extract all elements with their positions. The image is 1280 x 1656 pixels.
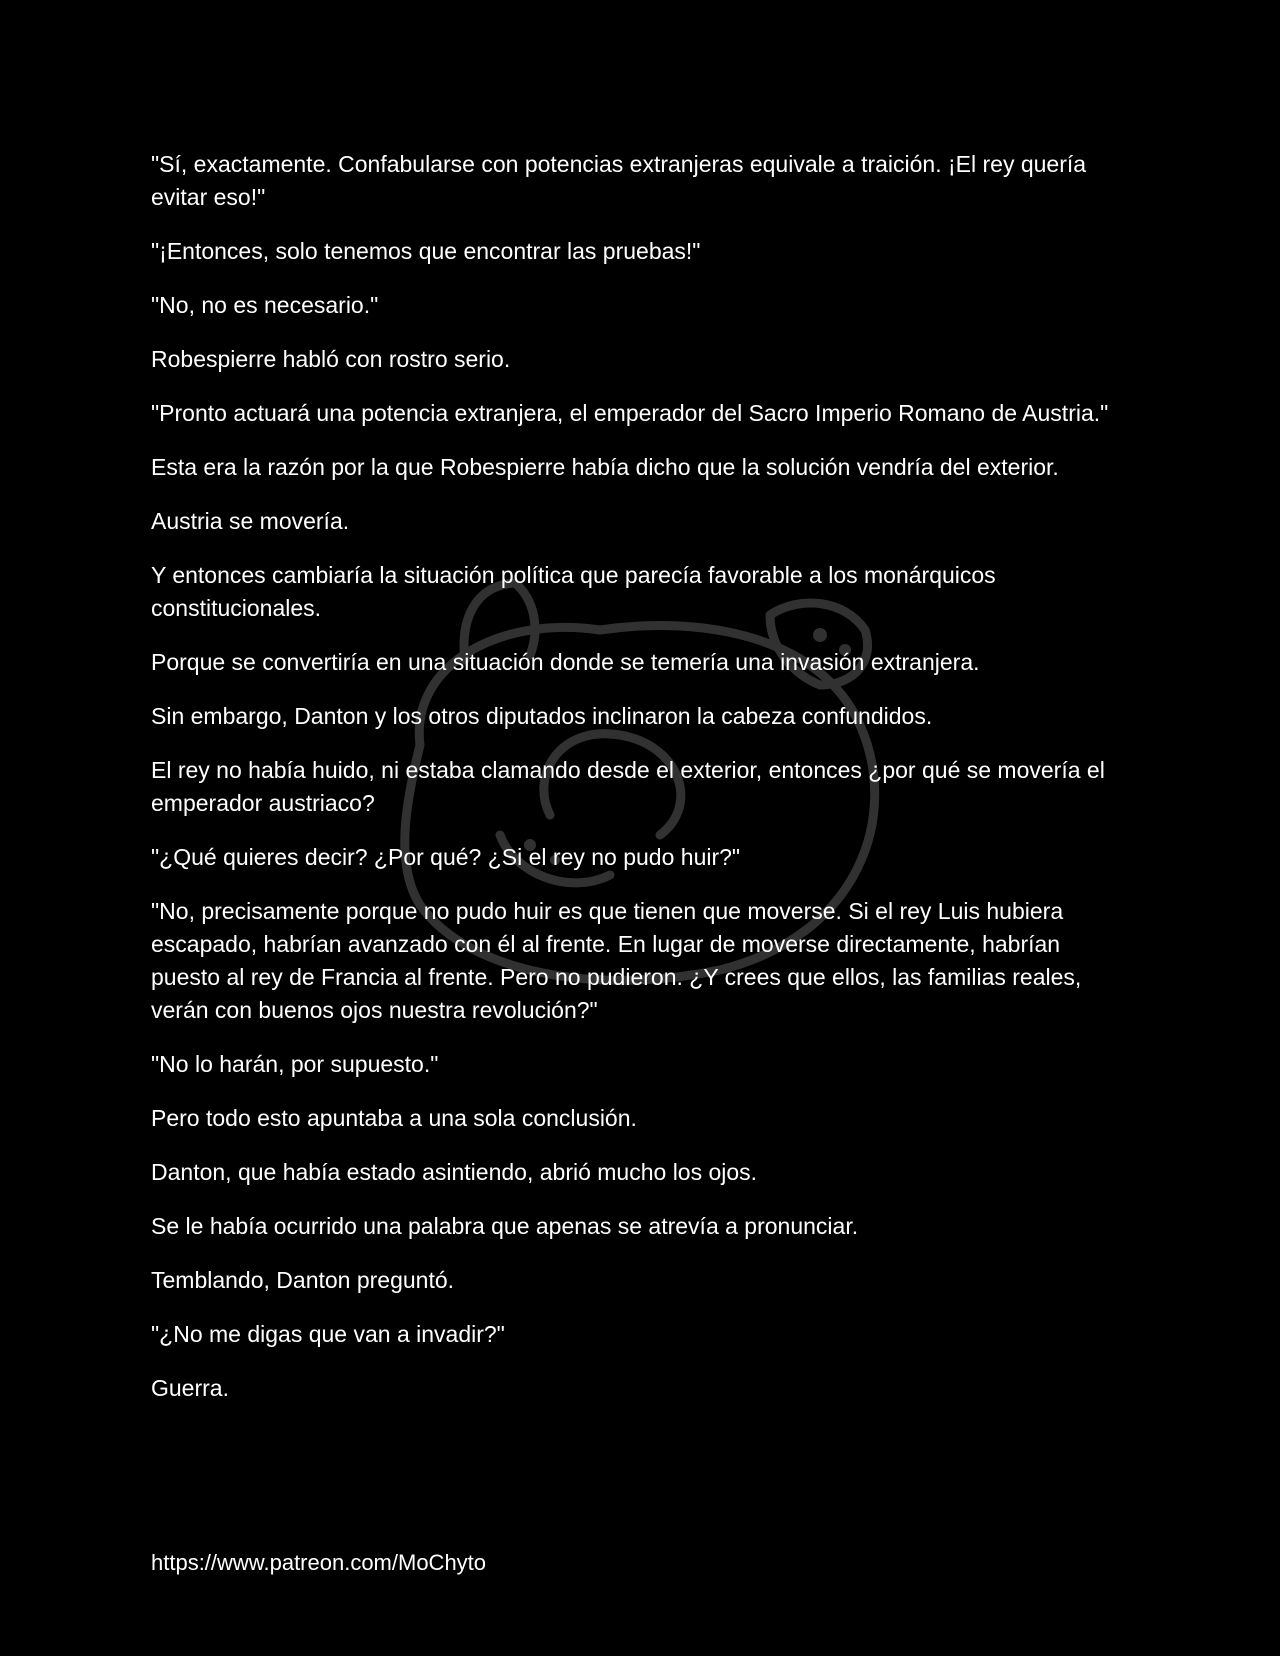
paragraph: "Pronto actuará una potencia extranjera, el emperador del Sacro Imperio Romano de Austria." (151, 400, 1109, 426)
paragraph: "No lo harán, por supuesto." (151, 1051, 439, 1077)
paragraph: Guerra. (151, 1375, 229, 1401)
paragraph: Se le había ocurrido una palabra que apenas se atrevía a pronunciar. (151, 1213, 859, 1239)
paragraph: "¡Entonces, solo tenemos que encontrar las pruebas!" (151, 238, 701, 264)
paragraph: Esta era la razón por la que Robespierre había dicho que la solución vendría del exterior. (151, 454, 1059, 480)
paragraph: Porque se convertiría en una situación donde se temería una invasión extranjera. (151, 649, 980, 675)
paragraph: "¿Qué quieres decir? ¿Por qué? ¿Si el rey no pudo huir?" (151, 844, 741, 870)
paragraph: Robespierre habló con rostro serio. (151, 346, 511, 372)
paragraph: El rey no había huido, ni estaba clamando desde el exterior, entonces ¿por qué se movería el emperador austriaco? (151, 757, 1105, 816)
paragraph: Temblando, Danton preguntó. (151, 1267, 455, 1293)
paragraph: "¿No me digas que van a invadir?" (151, 1321, 505, 1347)
patreon-link[interactable]: https://www.patreon.com/MoChyto (151, 1550, 487, 1575)
paragraph: "No, no es necesario." (151, 292, 379, 318)
paragraph: "Sí, exactamente. Confabularse con potencias extranjeras equivale a traición. ¡El rey quería evitar eso!" (151, 151, 1087, 210)
story-text (151, 148, 1116, 1426)
paragraph: Danton, que había estado asintiendo, abrió mucho los ojos. (151, 1159, 758, 1185)
paragraph: Pero todo esto apuntaba a una sola conclusión. (151, 1105, 637, 1131)
paragraph: Y entonces cambiaría la situación política que parecía favorable a los monárquicos constitucionales. (151, 562, 996, 621)
paragraph: Austria se movería. (151, 508, 350, 534)
paragraph: "No, precisamente porque no pudo huir es que tienen que moverse. Si el rey Luis hubiera escapado, habrían avanzado con él al frente. En lugar de moverse directamente, habrían puesto al rey de Francia al frente. Pero no pudieron. ¿Y crees que ellos, las familias reales, verán con buenos ojos nuestra revolución?" (151, 898, 1082, 1023)
paragraph: Sin embargo, Danton y los otros diputados inclinaron la cabeza confundidos. (151, 703, 933, 729)
